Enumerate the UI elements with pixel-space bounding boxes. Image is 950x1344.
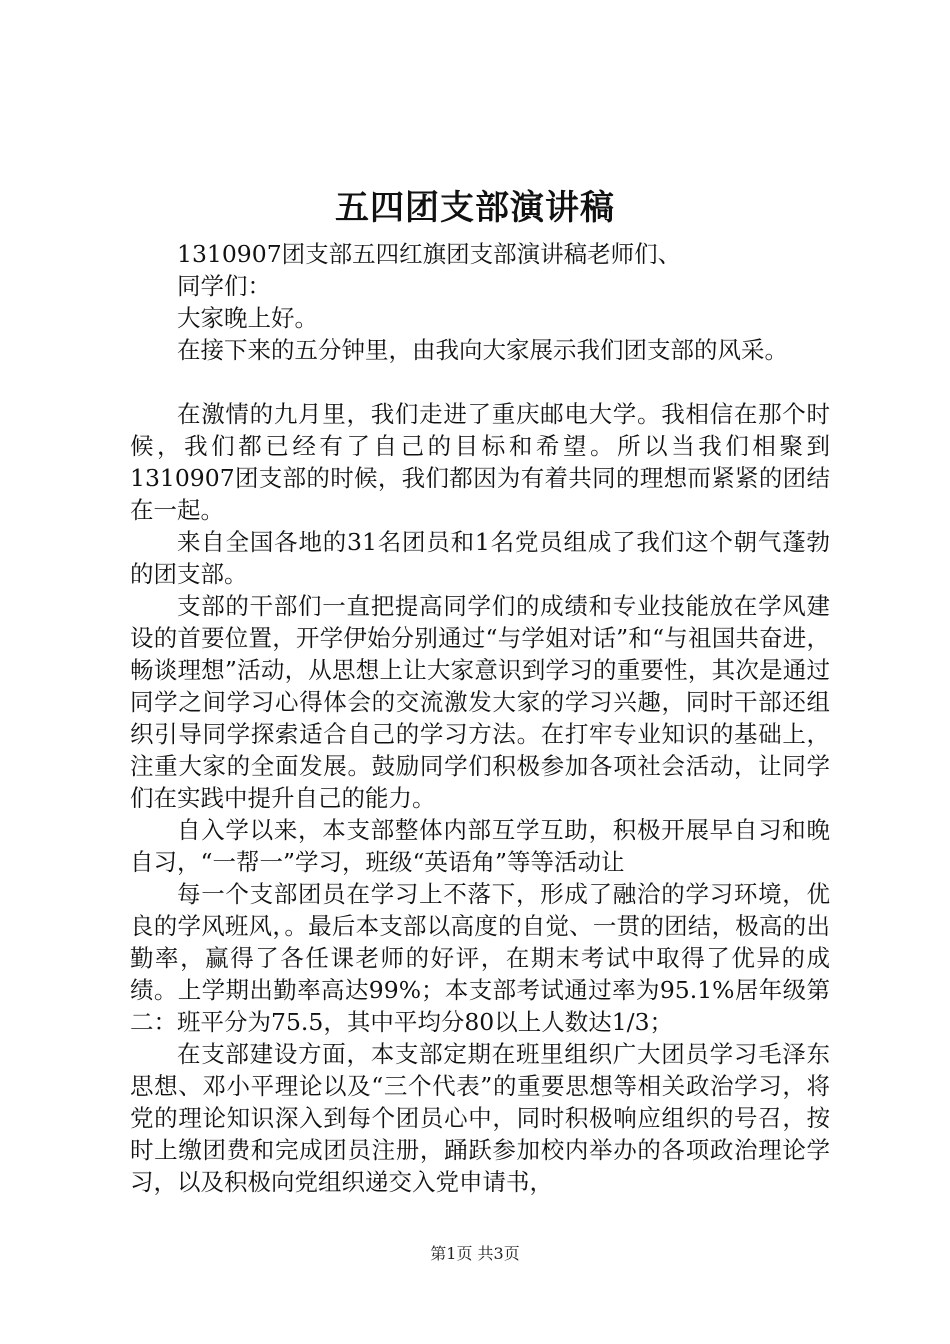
paragraph-introduction: 在接下来的五分钟里，由我向大家展示我们团支部的风采。 bbox=[177, 336, 788, 364]
paragraph-members: 来自全国各地的31名团员和1名党员组成了我们这个朝气蓬勃的团支部。 bbox=[130, 528, 830, 588]
paragraph-branch-building: 在支部建设方面，本支部定期在班里组织广大团员学习毛泽东思想、邓小平理论以及“三个代表”的重要思想等相关政治学习，将党的理论知识深入到每个团员心中，同时积极响应组织的号召，按时上缴团费和完成团员注册，踊跃参加校内举办的各项政治理论学习，以及积极向党组织递交入党申请书， bbox=[130, 1040, 830, 1196]
paragraph-greeting-classmates: 同学们： bbox=[177, 272, 271, 300]
paragraph-study-style: 支部的干部们一直把提高同学们的成绩和专业技能放在学风建设的首要位置，开学伊始分别通过“与学姐对话”和“与祖国共奋进，畅谈理想”活动，从思想上让大家意识到学习的重要性，其次是通过同学之间学习心得体会的交流激发大家的学习兴趣，同时干部还组织引导同学探索适合自己的学习方法。在打牢专业知识的基础上，注重大家的全面发展。鼓励同学们积极参加各项社会活动，让同学们在实践中提升自己的能力。 bbox=[130, 592, 830, 812]
paragraph-september: 在激情的九月里，我们走进了重庆邮电大学。我相信在那个时候，我们都已经有了自己的目标和希望。所以当我们相聚到1310907团支部的时候，我们都因为有着共同的理想而紧紧的团结在一起。 bbox=[130, 400, 830, 524]
paragraph-mutual-help: 自入学以来，本支部整体内部互学互助，积极开展早自习和晚自习，“一帮一”学习，班级“英语角”等等活动让 bbox=[130, 816, 830, 876]
page-number-footer: 第1页 共3页 bbox=[430, 1244, 520, 1263]
paragraph-good-evening: 大家晚上好。 bbox=[177, 304, 318, 332]
paragraph-opening: 1310907团支部五四红旗团支部演讲稿老师们、 bbox=[177, 240, 682, 268]
paragraph-results: 每一个支部团员在学习上不落下，形成了融洽的学习环境，优良的学风班风，。最后本支部以高度的自觉、一贯的团结，极高的出勤率，赢得了各任课老师的好评，在期末考试中取得了优异的成绩。上学期出勤率高达99%；本支部考试通过率为95.1%居年级第二：班平分为75.5，其中平均分80以上人数达1/3； bbox=[130, 880, 830, 1036]
document-title: 五四团支部演讲稿 bbox=[335, 188, 615, 228]
document-body bbox=[130, 238, 830, 1198]
